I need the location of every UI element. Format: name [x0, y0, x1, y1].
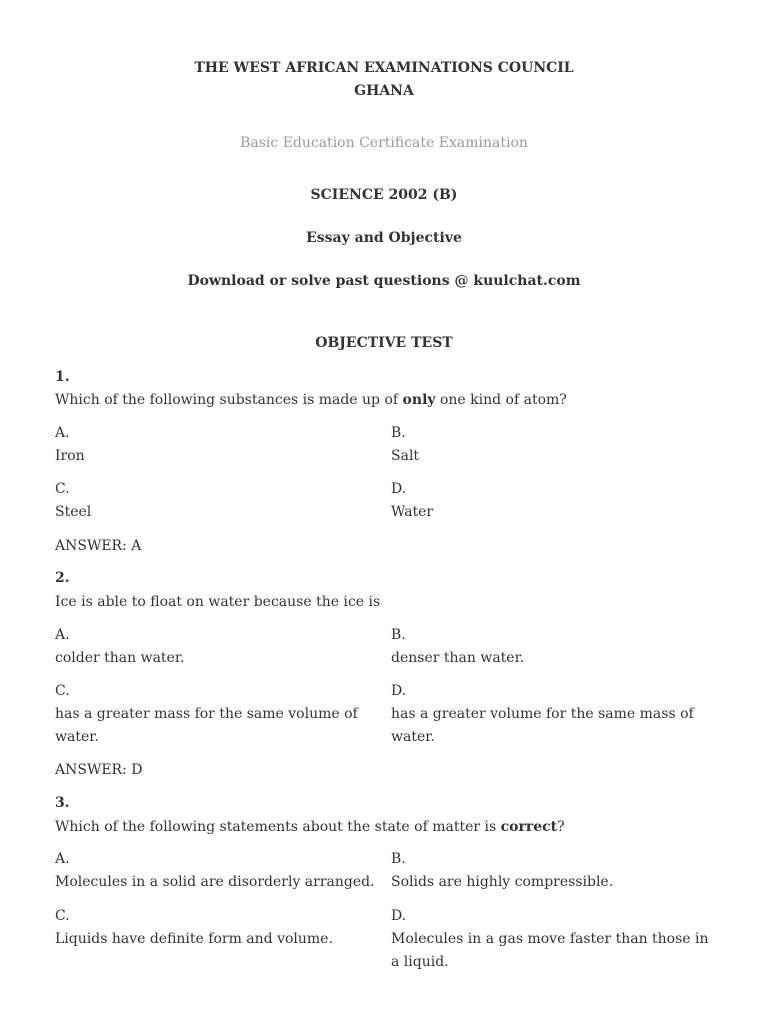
option-b — [391, 422, 709, 468]
option-a — [55, 624, 373, 670]
option-text: Liquids have definite form and volume. — [55, 931, 333, 947]
option-letter: A. — [55, 851, 70, 867]
option-letter: B. — [391, 425, 406, 441]
option-text: Water — [391, 504, 434, 520]
option-text: Molecules in a solid are disorderly arranged. — [55, 874, 375, 890]
question-number: 3. — [55, 795, 70, 811]
option-b — [391, 624, 709, 670]
question-number: 2. — [55, 570, 70, 586]
option-c — [55, 680, 373, 749]
option-c — [55, 905, 373, 951]
question-text-emphasis: correct — [500, 819, 558, 835]
option-letter: C. — [55, 908, 70, 924]
option-letter: A. — [55, 425, 70, 441]
option-b — [391, 848, 709, 894]
question-text-emphasis: only — [402, 392, 436, 408]
option-d — [391, 478, 709, 524]
question-text — [55, 389, 567, 412]
option-text: has a greater mass for the same volume of water. — [55, 706, 358, 745]
question-text — [55, 816, 565, 839]
question-text: Ice is able to float on water because the ice is — [55, 594, 381, 610]
answer-line: ANSWER: D — [55, 762, 143, 778]
option-letter: B. — [391, 627, 406, 643]
question-text-part: one kind of atom? — [435, 392, 567, 408]
question-number: 1. — [55, 369, 70, 385]
option-letter: D. — [391, 908, 407, 924]
option-letter: C. — [55, 683, 70, 699]
paper-type: Essay and Objective — [306, 230, 462, 246]
option-d — [391, 905, 709, 974]
option-a — [55, 848, 389, 894]
section-title: OBJECTIVE TEST — [315, 335, 453, 351]
option-letter: A. — [55, 627, 70, 643]
option-letter: D. — [391, 481, 407, 497]
option-text: denser than water. — [391, 650, 525, 666]
country-heading: GHANA — [354, 83, 414, 99]
answer-line: ANSWER: A — [55, 538, 142, 554]
option-text: Solids are highly compressible. — [391, 874, 614, 890]
option-c — [55, 478, 373, 524]
exam-subtitle: Basic Education Certificate Examination — [240, 135, 528, 151]
option-a — [55, 422, 373, 468]
option-d — [391, 680, 709, 749]
subject-title: SCIENCE 2002 (B) — [310, 187, 458, 203]
question-text-part: Which of the following statements about the state of matter is — [55, 819, 501, 835]
council-heading: THE WEST AFRICAN EXAMINATIONS COUNCIL — [194, 60, 574, 76]
option-text: Molecules in a gas move faster than those in a liquid. — [391, 931, 709, 970]
option-letter: D. — [391, 683, 407, 699]
option-letter: B. — [391, 851, 406, 867]
option-text: colder than water. — [55, 650, 185, 666]
question-text-part: Which of the following substances is made up of — [55, 392, 403, 408]
option-text: has a greater volume for the same mass of water. — [391, 706, 694, 745]
option-letter: C. — [55, 481, 70, 497]
download-link[interactable]: Download or solve past questions @ kuulchat.com — [187, 273, 581, 289]
option-text: Iron — [55, 448, 85, 464]
option-text: Steel — [55, 504, 92, 520]
question-text-part: ? — [557, 819, 565, 835]
option-text: Salt — [391, 448, 420, 464]
